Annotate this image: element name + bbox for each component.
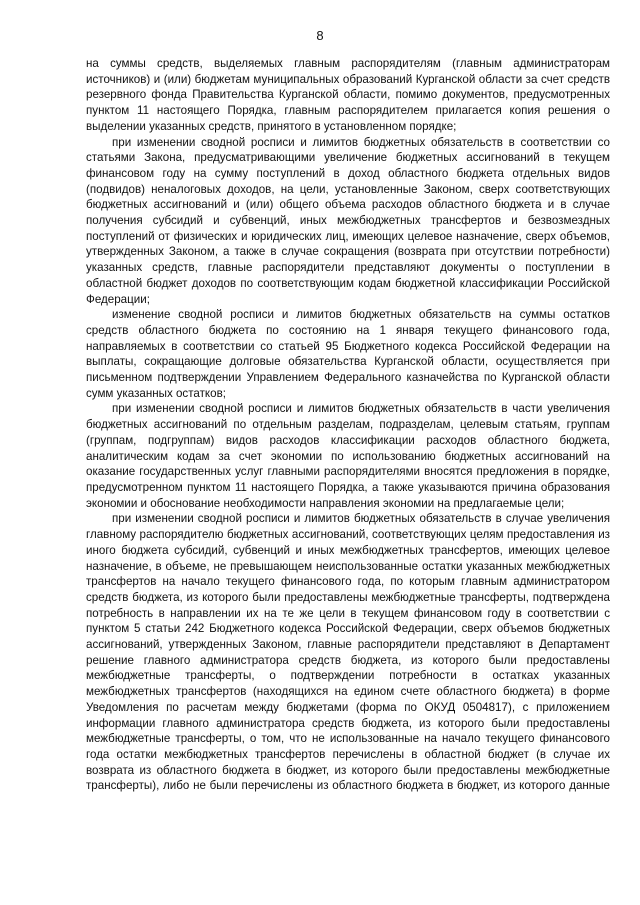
document-body [86,56,610,794]
paragraph-2: при изменении сводной росписи и лимитов бюджетных обязательств в соответствии со статьями Закона, предусматривающими увеличение бюджетных ассигнований в текущем финансовом году на сумму поступлений в доход областного бюджета отдельных видов (подвидов) неналоговых доходов, на цели, установленные Законом, сверх соответствующих бюджетных ассигнований и (или) общего объема расходов областного бюджета и в случае получения субсидий и субвенций, иных межбюджетных трансфертов и безвозмездных поступлений от физических и юридических лиц, имеющих целевое назначение, сверх объемов, утвержденных Законом, а также в случае сокращения (возврата при отсутствии потребности) указанных средств, главные распорядители представляют документы о поступлении в областной бюджет доходов по соответствующим кодам бюджетной классификации Российской Федерации; [86,135,610,306]
paragraph-3: изменение сводной росписи и лимитов бюджетных обязательств на суммы остатков средств областного бюджета по состоянию на 1 января текущего финансового года, направляемых в соответствии со статьей 95 Бюджетного кодекса Российской Федерации на выплаты, сокращающие долговые обязательства Курганской области, осуществляется при письменном подтверждении Управлением Федерального казначейства по Курганской области сумм указанных остатков; [86,308,610,400]
page-number: 8 [316,28,324,43]
paragraph-5: при изменении сводной росписи и лимитов бюджетных обязательств в случае увеличения главному распорядителю бюджетных ассигнований, соответствующих целям предоставления из иного бюджета субсидий, субвенций и иных межбюджетных трансфертов, имеющих целевое назначение, в объеме, не превышающем неиспользованные остатки указанных межбюджетных трансфертов на начало текущего финансового года, по которым главным администратором средств бюджета, из которого были предоставлены межбюджетные трансферты, подтверждена потребность в направлении их на те же цели в текущем финансовом году в соответствии с пунктом 5 статьи 242 Бюджетного кодекса Российской Федерации, сверх объемов бюджетных ассигнований, утвержденных Законом, главные распорядители представляют в Департамент решение главного администратора средств бюджета, из которого были предоставлены межбюджетные трансферты, о подтверждении потребности в остатках указанных межбюджетных трансфертов (находящихся на едином счете областного бюджета) в форме Уведомления по расчетам между бюджетами (форма по ОКУД 0504817), с приложением информации главного администратора средств бюджета, из которого были предоставлены межбюджетные трансферты, о том, что не использованные на начало текущего финансового года остатки межбюджетных трансфертов перечислены в областной бюджет (в случае их возврата из областного бюджета в бюджет, из которого были предоставлены межбюджетные трансферты), либо не были перечислены из областного бюджета в бюджет, из которого данные [86,512,610,793]
paragraph-4: при изменении сводной росписи и лимитов бюджетных обязательств в части увеличения бюджетных ассигнований по отдельным разделам, подразделам, целевым статьям, группам (группам, подгруппам) видов расходов классификации расходов областного бюджета, аналитическим кодам за счет экономии по использованию бюджетных ассигнований на оказание государственных услуг главными распорядителями вносятся предложения в порядке, предусмотренном пунктом 11 настоящего Порядка, а также указываются причина образования экономии и обоснование необходимости направления экономии на предлагаемые цели; [86,402,610,510]
paragraph-1: на суммы средств, выделяемых главным распорядителям (главным администраторам источников) и (или) бюджетам муниципальных образований Курганской области за счет средств резервного фонда Правительства Курганской области, помимо документов, предусмотренных пунктом 11 настоящего Порядка, главным распорядителем прилагается копия решения о выделении указанных средств, принятого в установленном порядке; [86,57,610,133]
